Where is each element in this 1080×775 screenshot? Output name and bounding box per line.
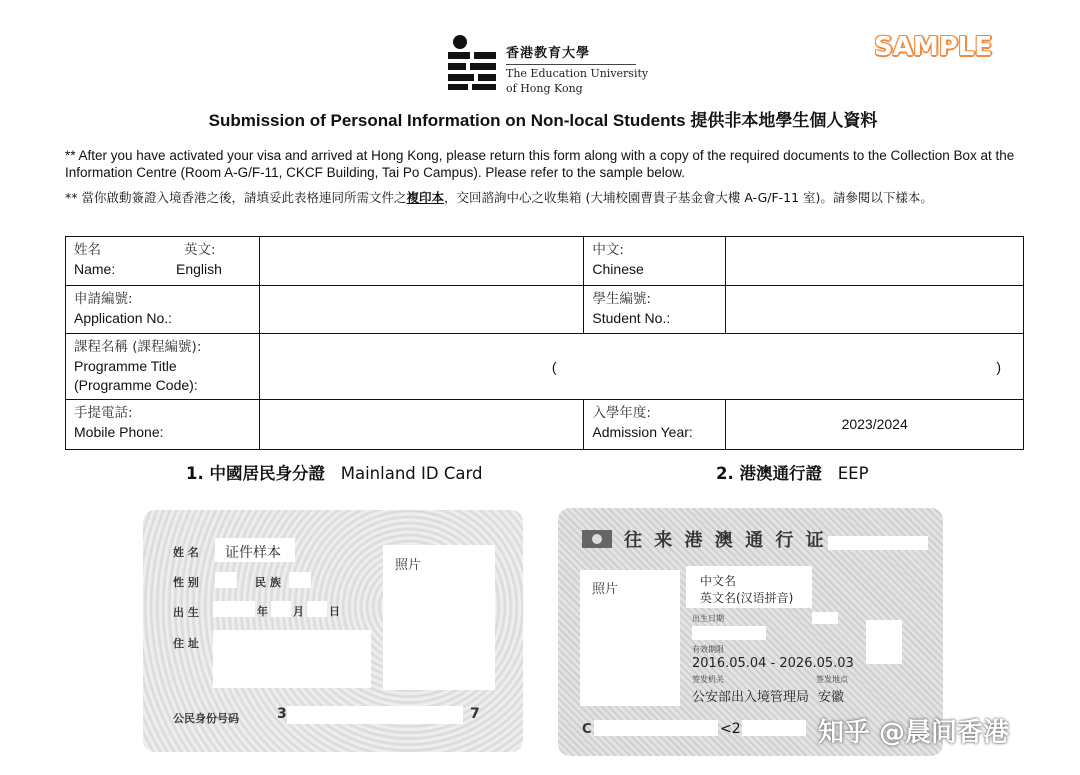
page-title: Submission of Personal Information on Non-local Students 提供非本地學生個人資料 xyxy=(208,111,878,130)
personal-info-form xyxy=(65,236,1024,450)
header xyxy=(0,24,1080,104)
caption-eep: 2. 港澳通行證 EEP xyxy=(716,464,869,483)
eep-photo-placeholder: 照片 xyxy=(592,582,619,597)
mobile-phone-label-cell: 手提電話: Mobile Phone: xyxy=(66,400,260,450)
id-ethnic-label: 民 族 xyxy=(255,576,281,589)
mobile-phone-field[interactable] xyxy=(259,400,584,450)
id-birth-label: 出 生 xyxy=(173,606,199,619)
instruction-chinese: ** 當你啟動簽證入境香港之後，請填妥此表格連同所需文件之複印本，交回諮詢中心之收集箱 (大埔校園曹貴子基金會大樓 A-G/F-11 室)。請參閱以下樣本。 xyxy=(65,190,933,205)
logo-english-line2: of Hong Kong xyxy=(506,82,583,95)
english-name-field[interactable] xyxy=(259,237,584,286)
eduhk-emblem-icon xyxy=(444,34,500,92)
eep-emblem-icon xyxy=(582,530,612,548)
copy-emphasis: 複印本 xyxy=(406,190,444,205)
eep-card-sample: 往 来 港 澳 通 行 证 照片 中文名 英文名(汉语拼音) 出生日期 有效期限 2016.05.04 - 2026.05.03 签发机关 公安部出入境管理局 签发地点 安徽 C <2 xyxy=(558,508,943,756)
mainland-id-card-sample: 姓 名 证件样本 性 别 民 族 出 生 年 月 日 住 址 照片 公民身份号码 3 7 xyxy=(143,510,523,752)
id-name-value: 证件样本 xyxy=(225,545,281,561)
logo-english-line1: The Education University xyxy=(506,67,649,80)
chinese-name-field[interactable] xyxy=(726,237,1024,286)
eep-english-name: 英文名(汉语拼音) xyxy=(700,591,794,605)
id-number-label: 公民身份号码 xyxy=(173,712,239,725)
programme-field[interactable]: ( ) xyxy=(259,334,1023,400)
student-no-label-cell: 學生編號: Student No.: xyxy=(584,286,726,334)
application-no-field[interactable] xyxy=(259,286,584,334)
student-no-field[interactable] xyxy=(726,286,1024,334)
id-name-label: 姓 名 xyxy=(173,546,199,559)
zhihu-watermark: 知乎 @晨间香港 xyxy=(818,718,1010,748)
eep-chinese-name: 中文名 xyxy=(700,574,737,588)
admission-year-value: 2023/2024 xyxy=(726,400,1024,450)
id-sex-label: 性 别 xyxy=(173,576,199,589)
instruction-english: ** After you have activated your visa and arrived at Hong Kong, please return this form along with a copy of the required documents to the Collection Box at the Information Centre (Room A-G/F-11, CKCF Building, Tai Po Campus). Please refer to the sample below. xyxy=(65,148,1015,180)
caption-mainland-id: 1. 中國居民身分證 Mainland ID Card xyxy=(186,464,483,483)
eduhk-logo xyxy=(444,34,654,96)
logo-chinese-name: 香港教育大學 xyxy=(506,42,636,65)
name-label-cell: 姓名 英文: Name: English xyxy=(66,237,260,286)
programme-label-cell: 課程名稱 (課程編號): Programme Title (Programme Code): xyxy=(66,334,260,400)
id-address-label: 住 址 xyxy=(173,637,199,650)
eep-title: 往 来 港 澳 通 行 证 xyxy=(624,530,827,551)
id-photo-placeholder: 照片 xyxy=(395,558,422,573)
application-no-label-cell: 申請編號: Application No.: xyxy=(66,286,260,334)
admission-year-label-cell: 入學年度: Admission Year: xyxy=(584,400,726,450)
sample-stamp: SAMPLE xyxy=(874,32,993,62)
eep-validity: 2016.05.04 - 2026.05.03 xyxy=(692,656,854,671)
eep-place: 安徽 xyxy=(818,690,845,705)
eep-issuer: 公安部出入境管理局 xyxy=(692,690,810,705)
chinese-name-label-cell: 中文: Chinese xyxy=(584,237,726,286)
